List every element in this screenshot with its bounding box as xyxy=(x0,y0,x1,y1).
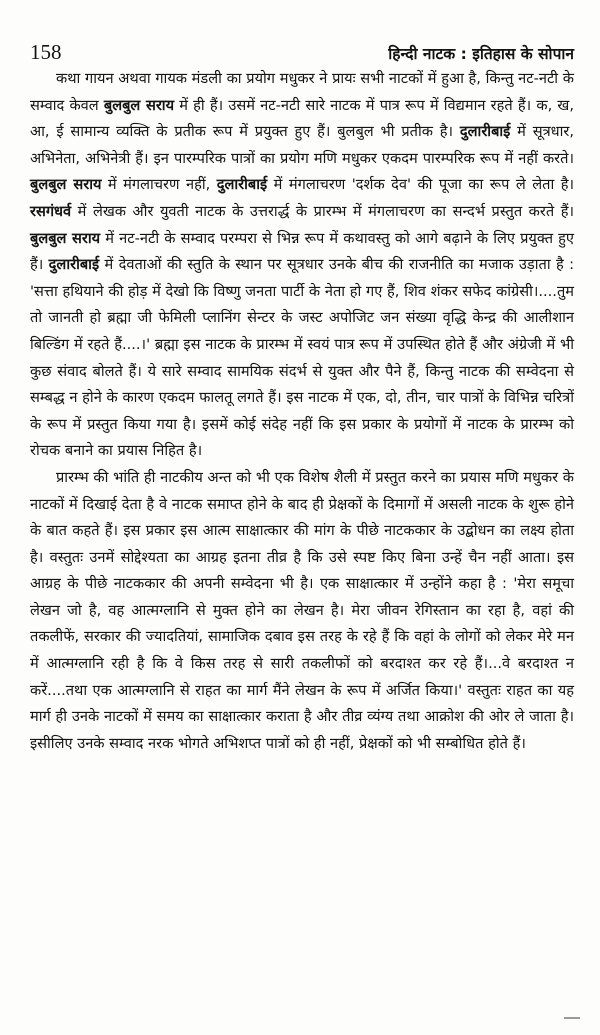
bold-term: बुलबुल सराय xyxy=(103,96,175,114)
text-run: में देवताओं की स्तुति के स्थान पर सूत्रधार उनके बीच की राजनीति का मजाक उड़ाता है : 'सत्ता हथियाने की होड़ में देखो कि विष्णु जनता पार्टी के नेता हो गए हैं, शिव शंकर सफेद कांग्रेसी।....तुम तो जानती हो ब्रह्मा जी फेमिली प्लानिंग सेन्टर के जस्ट अपोजिट जन संख्या वृद्धि केन्द्र की आलीशान बिल्डिंग में रहते हैं....।' ब्रह्मा इस नाटक के प्रारम्भ में स्वयं पात्र रूप में उपस्थित होते हैं और अंग्रेजी में भी कुछ संवाद बोलते हैं। ये सारे सम्वाद सामयिक संदर्भ से युक्त और पैने हैं, किन्तु नाटक की सम्वेदना से सम्बद्ध न होने के कारण एकदम फालतू लगते हैं। इस नाटक में एक, दो, तीन, चार पात्रों के विभिन्न चरित्रों के रूप में प्रस्तुत किया गया है। इसमें कोई संदेह नहीं कि इस प्रकार के प्रयोगों में नाटक के प्रारम्भ को रोचक बनाने का प्रयास निहित है। xyxy=(30,256,575,460)
text-run: में मंगलाचरण 'दर्शक देव' की पूजा का रूप ले लेता है। xyxy=(267,176,574,194)
bold-term: बुलबुल सराय xyxy=(30,229,101,247)
text-run: में ही हैं। उसमें नट-नटी सारे नाटक में पात्र रूप में विद्यमान रहते हैं। क, ख, आ, ई सामान्य व्यक्ति के प्रतीक रूप में प्रयुक्त हुए हैं। बुलबुल भी प्रतीक है। xyxy=(30,96,575,141)
paragraph xyxy=(30,465,574,758)
paragraph xyxy=(30,66,574,465)
text-run: कथा गायन अथवा गायक मंडली का प्रयोग मधुकर ने प्रायः सभी नाटकों में हुआ है, किन्तु नट-नटी के सम्वाद केवल xyxy=(30,70,574,114)
bold-term: दुलारीबाई xyxy=(48,256,100,274)
page-number: 158 xyxy=(30,40,62,64)
text-run: प्रारम्भ की भांति ही नाटकीय अन्त को भी एक विशेष शैली में प्रस्तुत करने का प्रयास मणि मधुकर के नाटकों में दिखाई देता है वे नाटक समाप्त होने के बाद ही प्रेक्षकों के दिमागों में असली नाटक के शुरू होने के बात कहते हैं। इस प्रकार इस आत्म साक्षात्कार की मांग के पीछे नाटककार के उद्बोधन का लक्ष्य होता है। वस्तुतः उनमें सोद्देश्यता का आग्रह इतना तीव्र है कि उसे स्पष्ट किए बिना उन्हें चैन नहीं आता। इस आग्रह के पीछे नाटककार की अपनी सम्वेदना भी है। एक साक्षात्कार में उन्होंने कहा है : 'मेरा समूचा लेखन जो है, वह आत्मग्लानि से मुक्त होने का लेखन है। मेरा जीवन रेगिस्तान का रहा है, वहां की तकलीफें, सरकार की ज्यादतियां, सामाजिक दबाव इस तरह के रहे हैं कि वहां के लोगों को लेकर मेरे मन में आत्मग्लानि रही है कि वे किस तरह से सारी तकलीफों को बरदाश्त कर रहे हैं।...वे बरदाश्त न करें....तथा एक आत्मग्लानि से राहत का मार्ग मैंने लेखन के रूप में अर्जित किया।' वस्तुतः राहत का यह मार्ग ही उनके नाटकों में समय का साक्षात्कार कराता है और तीव्र व्यंग्य तथा आक्रोश की ओर ले जाता है। इसीलिए उनके सम्वाद नरक भोगते अभिशप्त पात्रों को ही नहीं, प्रेक्षकों को भी सम्बोधित होते हैं। xyxy=(30,468,574,752)
running-title: हिन्दी नाटक : इतिहास के सोपान xyxy=(388,45,574,63)
bold-term: दुलारीबाई xyxy=(216,176,268,194)
scan-mark xyxy=(564,1017,580,1019)
text-run: में नट-नटी के सम्वाद परम्परा से भिन्न रूप में कथावस्तु को आगे बढ़ाने के लिए प्रयुक्त हुए हैं। xyxy=(30,229,575,274)
text-run: में लेखक और युवती नाटक के उत्तरार्द्ध के प्रारम्भ में मंगलाचरण का सन्दर्भ प्रस्तुत करते हैं। xyxy=(71,202,574,220)
text-run: में मंगलाचरण नहीं, xyxy=(101,176,217,194)
bold-term: दुलारीबाई xyxy=(459,123,511,141)
body-text xyxy=(30,66,574,757)
text-run: में सूत्रधार, अभिनेता, अभिनेत्री हैं। इन पारम्परिक पात्रों का प्रयोग मणि मधुकर एकदम पारम्परिक रूप में नहीं करते। xyxy=(30,123,574,167)
bold-term: बुलबुल सराय xyxy=(30,176,102,194)
bold-term: रसगंधर्व xyxy=(30,202,72,220)
